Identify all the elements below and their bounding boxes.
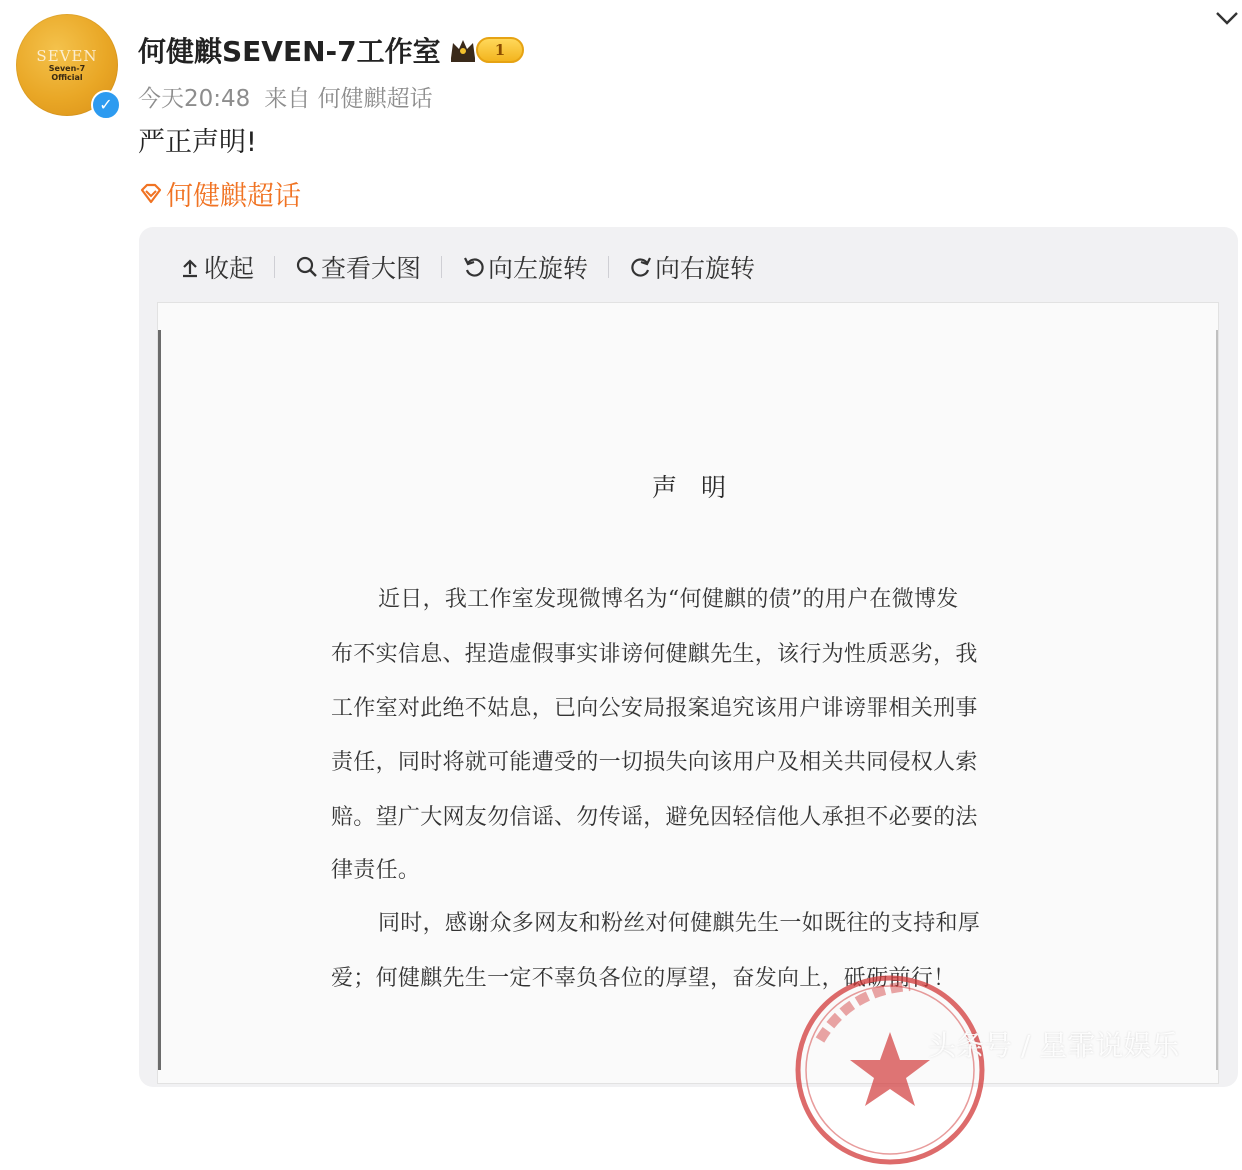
topic-diamond-icon [138,182,164,206]
toolbar-divider [274,256,275,278]
post-time[interactable]: 今天20:48 [138,86,251,112]
chevron-down-icon[interactable] [1214,8,1240,28]
rotate-left-label: 向左旋转 [488,254,589,283]
document-line: 律责任。 [331,858,421,883]
rotate-right-label: 向右旋转 [655,254,756,283]
post-meta [138,80,433,113]
crown-icon [448,36,478,64]
image-toolbar [178,250,755,284]
watermark: 头条号 / 星霏说娱乐 [928,1029,1180,1062]
topic-label: 何健麒超话 [166,181,301,212]
magnifier-icon [295,255,319,279]
toolbar-divider [441,256,442,278]
document-title: 声明 [652,473,751,502]
paper-edge [1216,330,1218,1070]
verified-icon: ✓ [91,90,121,120]
document-line: 爱；何健麒先生一定不辜负各位的厚望，奋发向上，砥砺前行！ [331,966,956,991]
avatar-brand-sub1: Seven-7 [48,64,86,73]
paper-edge [158,330,161,1070]
rotate-left-button[interactable] [462,249,588,285]
view-large-button[interactable] [295,249,421,285]
avatar-brand-text: SEVEN [36,47,98,65]
view-large-label: 查看大图 [321,254,422,283]
document-line: 工作室对此绝不姑息，已向公安局报案追究该用户诽谤罪相关刑事 [331,696,978,721]
collapse-label: 收起 [204,254,255,283]
collapse-button[interactable] [178,249,254,285]
document-line: 同时，感谢众多网友和粉丝对何健麒先生一如既往的支持和厚 [378,911,981,936]
post-source[interactable]: 来自 何健麒超话 [264,86,433,112]
document-line: 近日，我工作室发现微博名为“何健麒的债”的用户在微博发 [378,587,959,612]
rotate-left-icon [462,255,486,279]
toolbar-divider [608,256,609,278]
official-stamp [790,970,990,1170]
document-line: 布不实信息、捏造虚假事实诽谤何健麒先生，该行为性质恶劣，我 [331,642,978,667]
account-name[interactable]: 何健麒SEVEN-7工作室 [138,35,441,68]
collapse-arrow-icon [178,255,202,279]
avatar-brand-sub2: Official [51,73,83,82]
post-text: 严正声明! [138,127,257,158]
rotate-right-button[interactable] [629,249,755,285]
document-line: 责任，同时将就可能遭受的一切损失向该用户及相关共同侵权人索 [331,750,978,775]
level-badge[interactable]: 1 [476,37,524,63]
topic-link[interactable] [138,174,301,213]
rotate-right-icon [629,255,653,279]
document-line: 赔。望广大网友勿信谣、勿传谣，避免因轻信他人承担不必要的法 [331,805,978,830]
